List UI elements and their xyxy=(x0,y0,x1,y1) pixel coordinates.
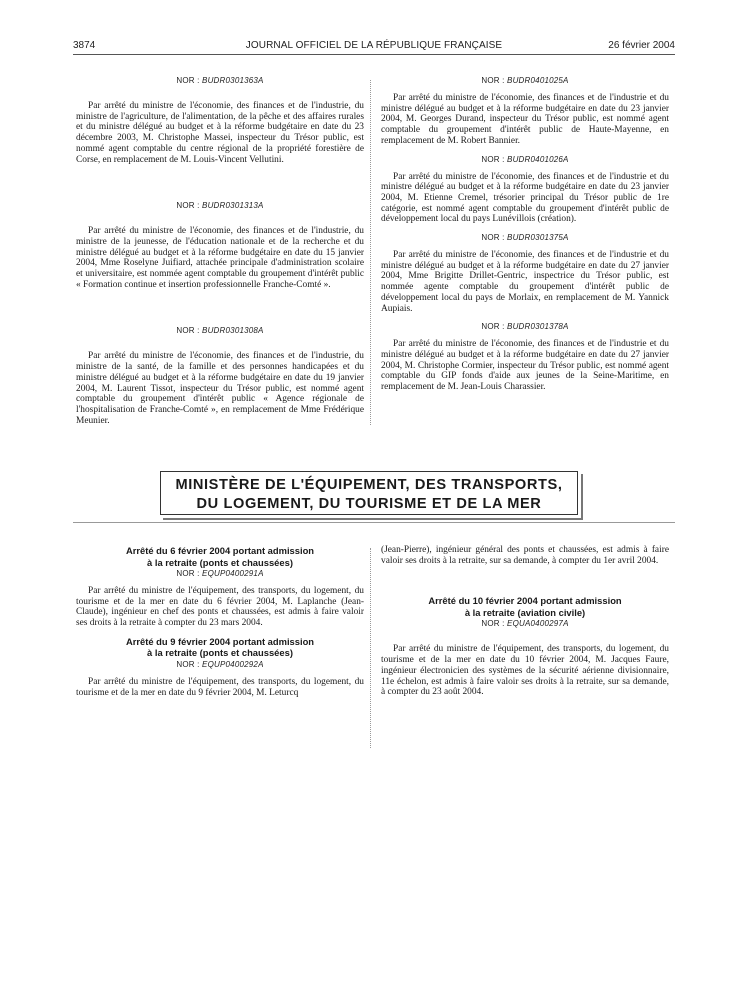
nor-code: BUDR0401025A xyxy=(507,76,569,85)
decree-title-line2: à la retraite (ponts et chaussées) xyxy=(147,556,293,568)
nor-code: BUDR0301363A xyxy=(202,76,264,85)
decree-title-line1: Arrêté du 10 février 2004 portant admission xyxy=(428,595,622,607)
nor-reference xyxy=(381,619,669,628)
notice-text: Par arrêté du ministre de l'économie, des finances et de l'industrie, du ministre de la santé, de la famille et des personnes handicapées et du ministre délégué au budget et à la réforme budgétaire en date du 19 janvier 2004, M. Laurent Tissot, inspecteur du Trésor public, est nommé agent comptable du groupement d'intérêt public « Agence régionale de l'hospitalisation de Franche-Comté », en remplacement de Mme Frédérique Meunier. xyxy=(76,351,364,426)
nor-code: BUDR0401026A xyxy=(507,154,569,164)
nor-code: EQUP0400291A xyxy=(202,569,264,578)
nor-reference xyxy=(381,155,669,164)
nor-code: BUDR0301378A xyxy=(507,322,569,332)
notice-text: Par arrêté du ministre de l'économie, des finances et de l'industrie, du ministre de l'agriculture, de l'alimentation, de la pêche et des affaires rurales et du ministre délégué au budget et à la réforme budgétaire en date du 23 décembre 2003, M. Christophe Massei, inspecteur du Trésor public, est nommé agent comptable du centre régional de la propriété forestière de Corse, en remplacement de M. Louis-Vincent Vellutini. xyxy=(76,101,364,165)
ministry-banner-line1: MINISTÈRE DE L'ÉQUIPEMENT, DES TRANSPORTS, xyxy=(175,477,563,493)
nor-label: NOR : xyxy=(481,619,505,629)
nor-code: EQUA0400297A xyxy=(507,619,569,629)
nor-label: NOR : xyxy=(481,76,505,85)
nor-label: NOR : xyxy=(176,326,200,336)
notice-text: Par arrêté du ministre de l'économie, des finances et de l'industrie et du ministre délégué au budget et à la réforme budgétaire en date du 23 janvier 2004, M. Etienne Cremel, trésorier principal du Trésor public de 1re catégorie, est nommé agent comptable du groupement d'intérêt public de développement local du pays Lunévillois (création). xyxy=(381,171,669,225)
nor-code: EQUP0400292A xyxy=(202,659,264,669)
notice-text: Par arrêté du ministre de l'économie, des finances et de l'industrie et du ministre délégué au budget et à la réforme budgétaire en date du 27 janvier 2004, Mme Brigitte Drillet-Gentric, inspectrice du Trésor public, est nommée agente comptable du groupement d'intérêt public de développement local du pays de Morlaix, en remplacement de M. Yannick Aupiais. xyxy=(381,250,669,314)
decree-title-line2: à la retraite (ponts et chaussées) xyxy=(147,647,293,659)
nor-label: NOR : xyxy=(176,201,200,211)
notice xyxy=(381,76,669,147)
nor-reference xyxy=(381,76,669,85)
decree xyxy=(76,546,364,629)
nor-reference xyxy=(381,322,669,331)
notice-text: Par arrêté du ministre de l'économie, des finances et de l'industrie, du ministre de la jeunesse, de l'éducation nationale et de la recherche et du ministre délégué au budget et à la réforme budgétaire en date du 15 janvier 2004, Mme Roselyne Juifiard, attachée principale d'administration scolaire et universitaire, est nommée agent comptable du groupement d'intérêt public « Formation continue et insertion professionnelle Franche-Comté ». xyxy=(76,226,364,290)
nor-reference xyxy=(76,76,364,85)
nor-reference xyxy=(381,233,669,242)
notice xyxy=(381,155,669,226)
decree xyxy=(381,596,669,698)
nor-label: NOR : xyxy=(176,659,200,669)
notice-text: Par arrêté du ministre de l'économie, des finances et de l'industrie et du ministre délégué au budget et à la réforme budgétaire en date du 23 janvier 2004, M. Georges Durand, inspecteur du Trésor public, est nommé agent comptable du groupement d'intérêt public de Haute-Mayenne, en remplacement de M. Robert Bannier. xyxy=(381,93,669,146)
nor-label: NOR : xyxy=(481,154,505,164)
notice-text: Par arrêté du ministre de l'économie, des finances et de l'industrie et du ministre délégué au budget et à la réforme budgétaire en date du 27 janvier 2004, M. Christophe Cormier, inspecteur du Trésor public, est nommé agent comptable du GIP fonds d'aide aux jeunes de la Seine-Maritime, en remplacement de M. Jean-Louis Charassier. xyxy=(381,339,669,393)
notice xyxy=(76,76,364,165)
nor-label: NOR : xyxy=(176,76,200,85)
notice xyxy=(381,233,669,314)
journal-title: JOURNAL OFFICIEL DE LA RÉPUBLIQUE FRANÇAISE xyxy=(245,40,503,51)
notice xyxy=(76,326,364,426)
nor-code: BUDR0301308A xyxy=(202,326,264,336)
ministry-banner-line2: DU LOGEMENT, DU TOURISME ET DE LA MER xyxy=(196,496,542,512)
page-header xyxy=(73,40,675,54)
decree-text: Par arrêté du ministre de l'équipement, des transports, du logement, du tourisme et de la mer en date du 9 février 2004, M. Leturcq xyxy=(76,676,364,698)
ministry-right-column xyxy=(381,545,669,698)
nor-code: BUDR0301313A xyxy=(202,201,264,211)
decree xyxy=(76,637,364,698)
nor-reference xyxy=(76,569,364,578)
issue-date: 26 février 2004 xyxy=(608,40,675,51)
nor-reference xyxy=(76,326,364,335)
nor-label: NOR : xyxy=(481,322,505,332)
notice xyxy=(381,322,669,393)
ministry-banner xyxy=(160,471,578,515)
nor-reference xyxy=(76,201,364,210)
right-column xyxy=(381,76,669,393)
column-divider xyxy=(370,80,371,425)
decree-continuation: (Jean-Pierre), ingénieur général des ponts et chaussées, est admis à faire valoir ses droits à la retraite, sur sa demande, à compter du 1er avril 2004. xyxy=(381,545,669,566)
ministry-left-column xyxy=(76,546,364,698)
nor-label: NOR : xyxy=(481,233,505,243)
decree-title-line1: Arrêté du 9 février 2004 portant admission xyxy=(125,635,315,647)
decree-text: Par arrêté du ministre de l'équipement, des transports, du logement, du tourisme et de la mer en date du 10 février 2004, M. Jacques Faure, ingénieur électronicien des systèmes de la sécurité aérienne divisionnaire, 11e échelon, est admis à faire valoir ses droits à la retraite, sur sa demande, à compter du 23 août 2004. xyxy=(381,644,669,698)
nor-code: BUDR0301375A xyxy=(507,233,569,243)
nor-reference xyxy=(76,660,364,669)
nor-label: NOR : xyxy=(176,569,200,578)
decree-title-line1: Arrêté du 6 février 2004 portant admission xyxy=(125,545,315,556)
notice xyxy=(76,201,364,290)
header-rule xyxy=(73,54,675,55)
decree-text: Par arrêté du ministre de l'équipement, des transports, du logement, du tourisme et de la mer en date du 6 février 2004, M. Laplanche (Jean-Claude), ingénieur en chef des ponts et chaussées, est admis à faire valoir ses droits à la retraite à compter du 23 mars 2004. xyxy=(76,586,364,629)
page-number: 3874 xyxy=(73,40,96,51)
decree-title-line2: à la retraite (aviation civile) xyxy=(464,606,586,618)
column-divider xyxy=(370,548,371,748)
section-rule xyxy=(73,522,675,523)
left-column xyxy=(76,76,364,426)
